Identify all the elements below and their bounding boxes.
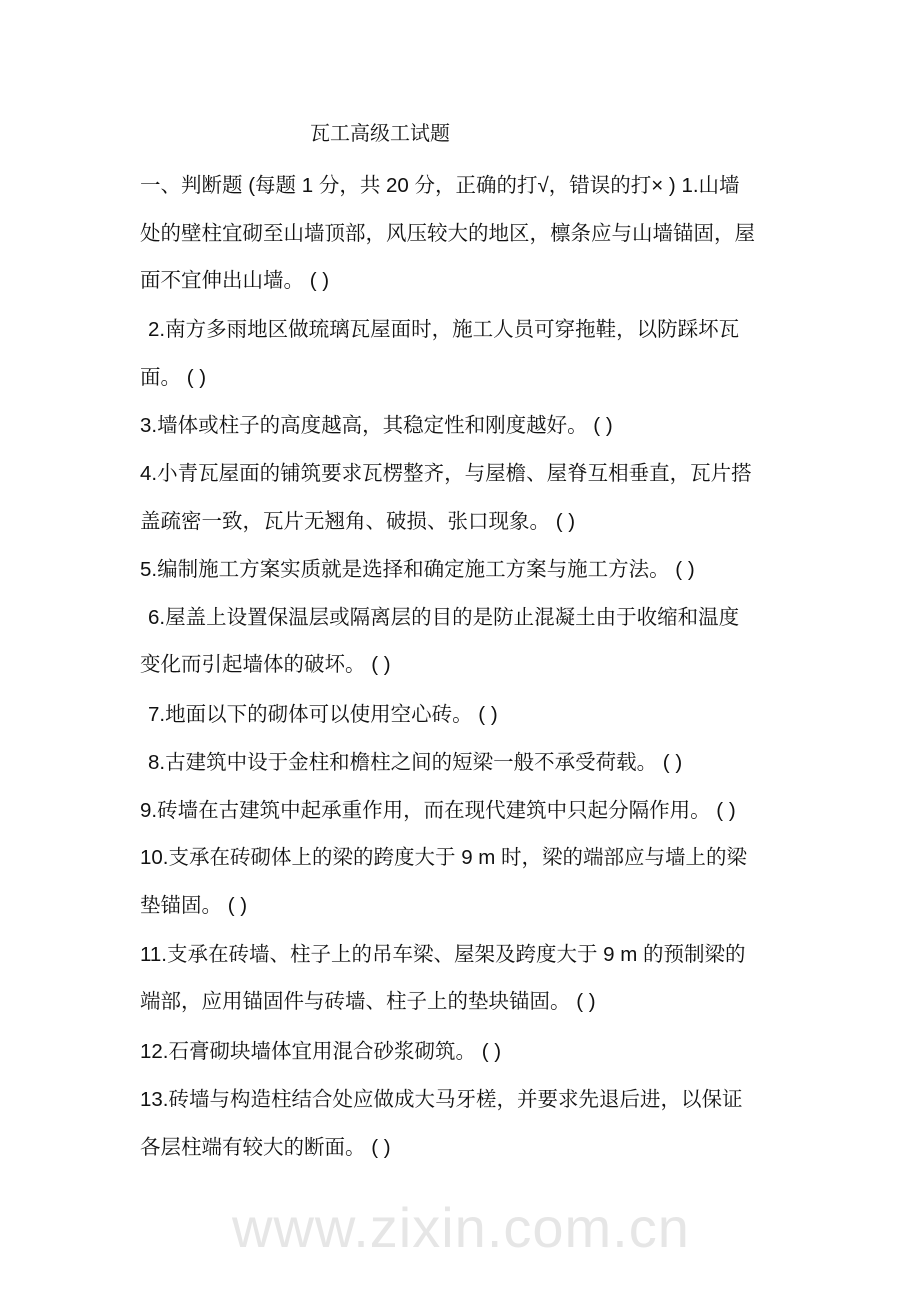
question-text-line: 各层柱端有较大的断面。 ( ) — [140, 1136, 391, 1159]
question-text-line: 变化而引起墙体的破坏。 ( ) — [140, 653, 391, 676]
question-text-line: 10.支承在砖砌体上的梁的跨度大于 9 m 时，梁的端部应与墙上的梁 — [140, 846, 748, 869]
question-text-line: 5.编制施工方案实质就是选择和确定施工方案与施工方法。 ( ) — [140, 558, 695, 581]
question-text-line: 面。 ( ) — [140, 366, 207, 389]
question-text-line: 2.南方多雨地区做琉璃瓦屋面时，施工人员可穿拖鞋，以防踩坏瓦 — [148, 318, 740, 341]
question-text-line: 面不宜伸出山墙。 ( ) — [140, 269, 330, 292]
watermark: www.zixin.com.cn — [232, 1196, 690, 1259]
question-text-line: 处的壁柱宜砌至山墙顶部，风压较大的地区，檩条应与山墙锚固，屋 — [140, 222, 755, 245]
question-text-line: 8.古建筑中设于金柱和檐柱之间的短梁一般不承受荷载。 ( ) — [148, 751, 683, 774]
question-text-line: 7.地面以下的砌体可以使用空心砖。 ( ) — [148, 703, 498, 726]
question-text-line: 13.砖墙与构造柱结合处应做成大马牙槎，并要求先退后进，以保证 — [140, 1088, 743, 1111]
question-text-line: 盖疏密一致，瓦片无翘角、破损、张口现象。 ( ) — [140, 510, 576, 533]
document-title: 瓦工高级工试题 — [310, 123, 450, 145]
question-text-line: 3.墙体或柱子的高度越高，其稳定性和刚度越好。 ( ) — [140, 414, 613, 437]
question-text-line: 6.屋盖上设置保温层或隔离层的目的是防止混凝土由于收缩和温度 — [148, 606, 740, 629]
question-text-line: 端部，应用锚固件与砖墙、柱子上的垫块锚固。 ( ) — [140, 990, 596, 1013]
question-text-line: 垫锚固。 ( ) — [140, 894, 248, 917]
question-text-line: 11.支承在砖墙、柱子上的吊车梁、屋架及跨度大于 9 m 的预制梁的 — [140, 943, 746, 966]
question-text-line: 9.砖墙在古建筑中起承重作用，而在现代建筑中只起分隔作用。 ( ) — [140, 799, 736, 822]
question-text-line: 12.石膏砌块墙体宜用混合砂浆砌筑。 ( ) — [140, 1040, 502, 1063]
question-text-line: 4.小青瓦屋面的铺筑要求瓦楞整齐，与屋檐、屋脊互相垂直，瓦片搭 — [140, 462, 752, 485]
section-heading-line: 一、判断题 (每题 1 分，共 20 分，正确的打√，错误的打× ) 1.山墙 — [140, 174, 740, 197]
